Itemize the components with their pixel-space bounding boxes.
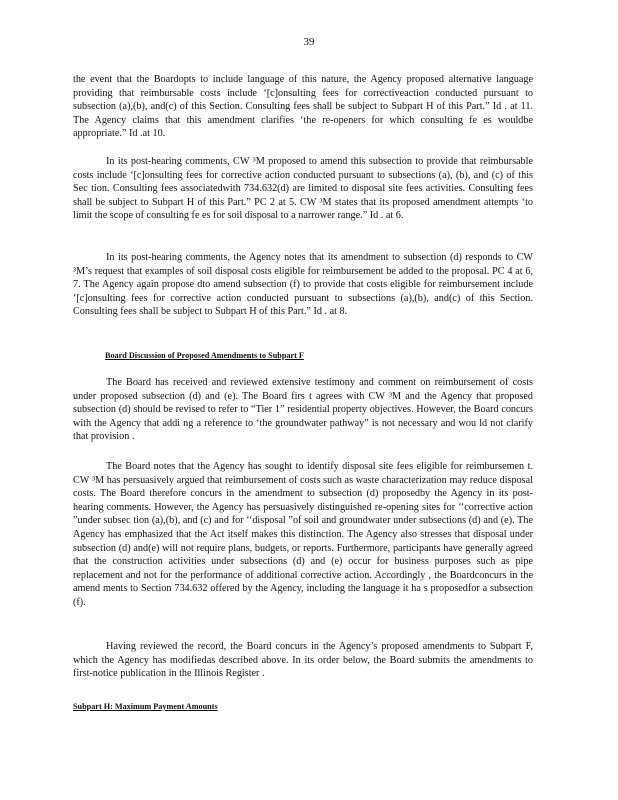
paragraph-6 xyxy=(73,640,533,681)
paragraph-text: Having reviewed the record, the Board concurs in the Agency’s proposed amendments to Subpart F, which the Agency has modifiedas described above. In its order below, the Board submits the amendments to first-notice publication in the Illinois Register . xyxy=(73,641,533,680)
page-number: 39 xyxy=(303,36,315,48)
paragraph-4 xyxy=(73,376,533,444)
paragraph-2 xyxy=(73,155,533,223)
section-heading-subpart-h: Subpart H: Maximum Payment Amounts xyxy=(73,702,218,711)
section-heading-board-discussion: Board Discussion of Proposed Amendments to Subpart F xyxy=(105,351,304,360)
paragraph-text: The Board notes that the Agency has sought to identify disposal site fees eligible for reimbursemen t. CW ³M has persuasively argued that reimbursement of costs such as waste characterization may reduce disposal costs. The Board therefore concurs in the amendment to subsection (d) proposedby the Agency in its post-hearing comments. However, the Agency has persuasively distinguished re-opening sites for ‘‘corrective action ”under subsec tion (a),(b), and (c) and for ‘‘disposal ”of soil and groundwater under subsections (d) and (e). The Agency has emphasized that the Act itself makes this distinction. The Agency also stresses that disposal under subsection (d) and(e) will not require plans, budgets, or reports. Furthermore, participants have generally agreed that the construction activities under subsections (d) and (e) occur for business purposes such as pipe replacement and not for the performance of additional corrective action. Accordingly , the Boardconcurs in the amend ments to Section 734.632 offered by the Agency, including the language it ha s proposedfor a subsection (f). xyxy=(73,461,533,608)
paragraph-text: In its post-hearing comments, the Agency notes that its amendment to subsection (d) responds to CW ³M’s request that examples of soil disposal costs eligible for reimbursement be added to the proposal. PC 4 at 6, 7. The Agency again propose dto amend subsection (f) to provide that costs eligible for reimbursement include ‘[c]onsulting fees for corrective action conducted pursuant to subsections (a),(b), and(c) of this Section. Consulting fees shall be subject to Subpart H of this Part.” Id . at 8. xyxy=(73,252,533,318)
paragraph-text: The Board has received and reviewed extensive testimony and comment on reimbursement of costs under proposed subsection (d) and (e). The Board firs t agrees with CW ³M and the Agency that proposed subsection (d) should be revised to refer to “Tier 1” residential property objectives. However, the Board concurs with the Agency that addi ng a reference to ‘the groundwater pathway” is not necessary and wou ld not clarify that provision . xyxy=(73,377,533,443)
paragraph-5 xyxy=(73,460,533,610)
paragraph-3 xyxy=(73,251,533,319)
paragraph-text: In its post-hearing comments, CW ³M proposed to amend this subsection to provide that reimbursable costs include ‘[c]onsulting fees for corrective action conducted pursuant to subsections (a), (b), and (c) of this Sec tion. Consulting fees associatedwith 734.632(d) are limited to disposal site fees activities. Consulting fees shall be subject to Subpart H of this Part.” PC 2 at 5. CW ³M states that its proposed amendment attempts ‘to limit the scope of consulting fe es for soil disposal to a narrower range.” Id . at 6. xyxy=(73,156,533,222)
paragraph-1 xyxy=(73,73,533,141)
paragraph-text: the event that the Boardopts to include language of this nature, the Agency proposed alternative language providing that reimbursable costs include ‘[c]onsulting fees for correctiveaction conducted pursuant to subsection (a),(b), and(c) of this Section. Consulting fees shall be subject to Subpart H of this Part.” Id . at 11. The Agency claims that this amendment clarifies ‘the re-openers for which consulting fe es wouldbe appropriate.” Id .at 10. xyxy=(73,74,533,140)
